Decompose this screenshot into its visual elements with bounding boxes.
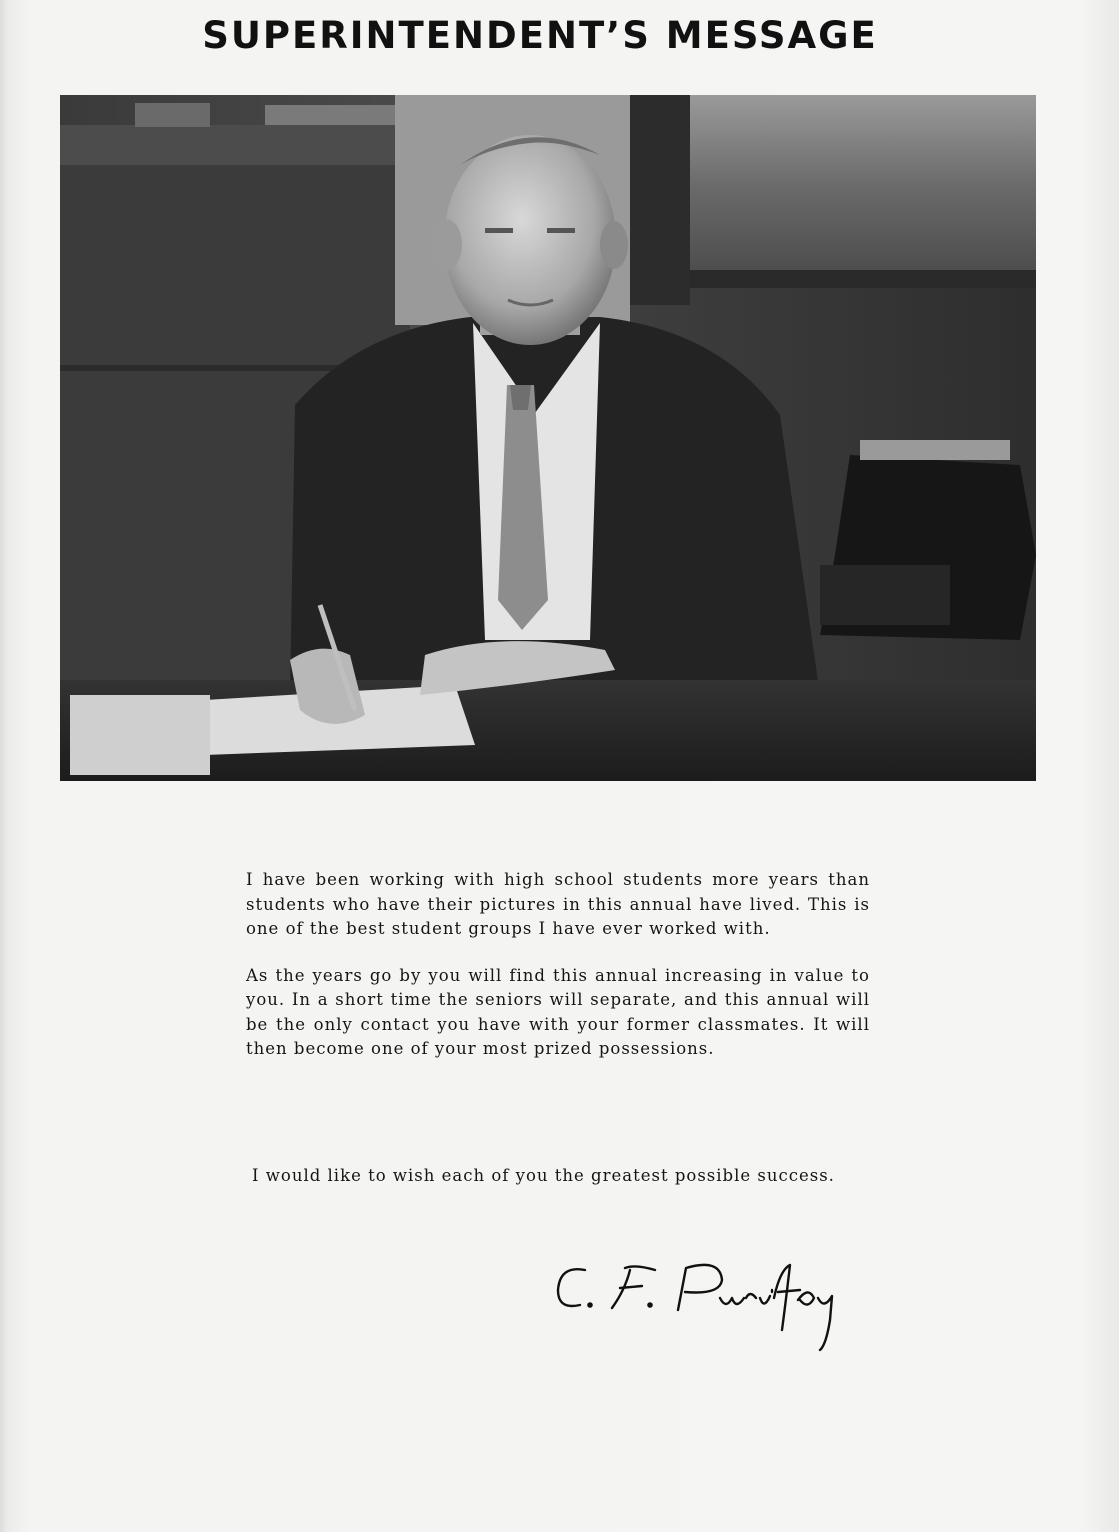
signature — [550, 1250, 890, 1360]
message-paragraph: As the years go by you will find this annual increasing in value to you. In a short time the seniors will separate, and this annual will be the only contact you have with your former classmates. It will then become one of your most prized possessions. — [246, 965, 870, 1058]
message-body — [246, 868, 870, 1062]
page-title: SUPERINTENDENT’S MESSAGE — [202, 14, 878, 57]
message-paragraph: I have been working with high school students more years than students who have their pictures in this annual have lived. This is one of the best student groups I have ever worked with. — [246, 870, 870, 938]
superintendent-photo — [60, 95, 1036, 781]
message-closing: I would like to wish each of you the greatest possible success. — [252, 1166, 835, 1185]
